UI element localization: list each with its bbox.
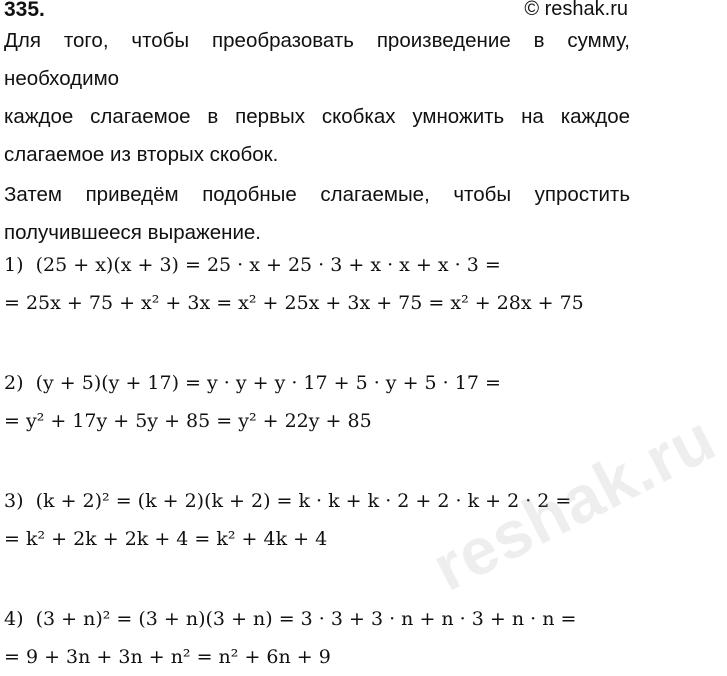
solution-line: = 9 + 3n + 3n + n² = n² + 6n + 9	[4, 646, 331, 668]
solution-expression: (k + 2)² = (k + 2)(k + 2) = k · k + k · 2 + 2 · k + 2 · 2 =	[35, 490, 572, 512]
intro-line: каждое слагаемое в первых скобках умножить на каждое	[4, 105, 630, 128]
page-header	[0, 0, 634, 22]
solution-expression: (y + 5)(y + 17) = y · y + y · 17 + 5 · y + 5 · 17 =	[35, 372, 501, 394]
solution-line	[4, 246, 584, 284]
intro-paragraph-1	[4, 22, 630, 174]
solution-line	[4, 364, 501, 402]
intro-line: получившееся выражение.	[4, 221, 261, 244]
solution-4	[4, 600, 576, 676]
solution-expression: (3 + n)² = (3 + n)(3 + n) = 3 · 3 + 3 · n + n · 3 + n · n =	[35, 608, 577, 630]
solution-2	[4, 364, 501, 440]
intro-line: слагаемое из вторых скобок.	[4, 143, 279, 166]
solution-line: = k² + 2k + 2k + 4 = k² + 4k + 4	[4, 528, 328, 550]
problem-number: 335.	[4, 0, 45, 21]
solution-expression: (25 + x)(x + 3) = 25 · x + 25 · 3 + x · x + x · 3 =	[35, 254, 501, 276]
solution-label: 3)	[4, 490, 24, 512]
solution-line: = y² + 17y + 5y + 85 = y² + 22y + 85	[4, 410, 372, 432]
solution-3	[4, 482, 571, 558]
site-copyright: © reshak.ru	[524, 0, 628, 20]
solution-label: 2)	[4, 372, 24, 394]
intro-line: Для того, чтобы преобразовать произведение в сумму, необходимо	[4, 29, 630, 90]
intro-paragraph-2	[4, 176, 630, 252]
solution-line	[4, 482, 571, 520]
solution-line	[4, 600, 576, 638]
intro-line: Затем приведём подобные слагаемые, чтобы упростить	[4, 183, 630, 206]
intro-text	[4, 22, 630, 254]
solution-label: 4)	[4, 608, 24, 630]
watermark: reshak.ru	[420, 399, 727, 605]
solution-label: 1)	[4, 254, 24, 276]
solution-1	[4, 246, 584, 322]
solution-line: = 25x + 75 + x² + 3x = x² + 25x + 3x + 75 = x² + 28x + 75	[4, 292, 584, 314]
